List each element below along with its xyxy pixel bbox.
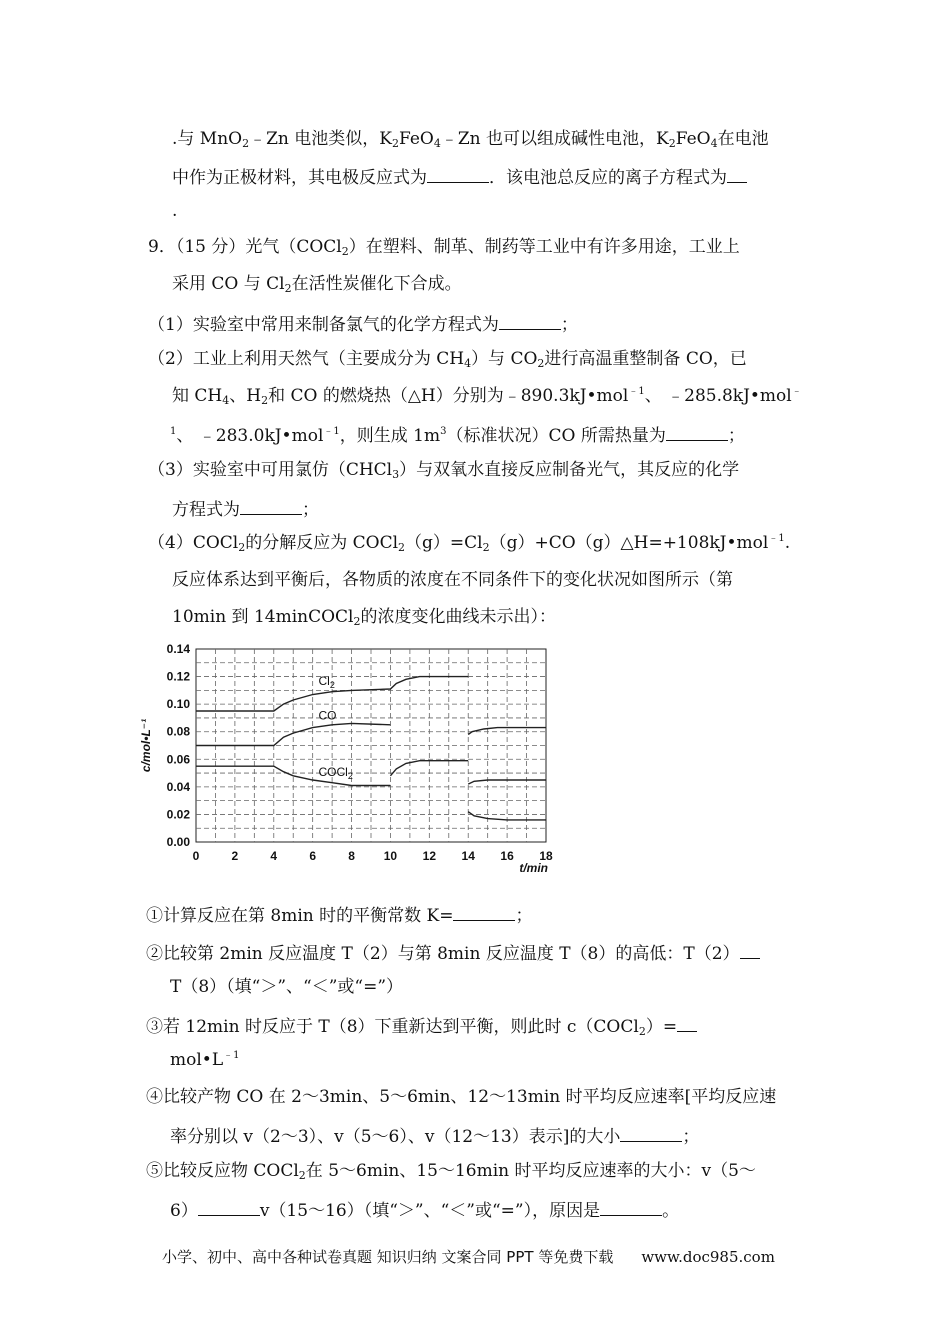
text-line: $mol•L^{﹣1}$	[170, 1050, 240, 1070]
y-tick-label: 0.08	[166, 724, 190, 739]
text-line: 方程式为 ；	[172, 496, 319, 521]
concentration-chart	[130, 632, 570, 882]
answer-blank[interactable]	[677, 1013, 697, 1032]
question-9-title: 9．（15 分）光气（COCl$_2$）在塑料、制革、制药等工业中有许多用途，工业上	[148, 237, 740, 258]
y-tick-label: 0.14	[166, 642, 190, 656]
answer-blank[interactable]	[620, 1123, 682, 1142]
y-tick-label: 0.06	[166, 752, 190, 767]
item-2: ②比较第 2min 反应温度 T（2）与第 8min 反应温度 T（8）的高低：T（2）	[146, 940, 760, 965]
item-4: ④比较产物 CO 在 2～3min、5～6min、12～13min 时平均反应速率[平均反应速	[146, 1087, 777, 1107]
sub-question-2: （2）工业上利用天然气（主要成分为 $CH_4$）与 $CO_2$进行高温重整制备 CO，已	[148, 349, 747, 370]
label-cl2: $Cl_2$	[318, 673, 335, 690]
x-axis-label: t/min	[519, 861, 548, 875]
y-tick-label: 0.04	[166, 779, 190, 794]
text-line: T（8）（填“＞”、“＜”或“=”）	[170, 977, 404, 997]
x-tick-label: 18	[539, 849, 553, 863]
x-tick-label: 0	[192, 849, 200, 863]
sub-question-3: （3）实验室中可用氯仿（CHCl$_3$）与双氧水直接反应制备光气，其反应的化学	[148, 460, 740, 481]
answer-blank[interactable]	[727, 164, 747, 183]
x-tick-label: 2	[231, 849, 239, 863]
text-line: 知 $CH_4$、$H_2$和 CO 的燃烧热（△H）分别为﹣890.3kJ•mol$^{﹣1}$、 ﹣285.8kJ•mol﹣	[172, 386, 802, 407]
x-tick-label: 10	[383, 849, 398, 863]
text-line: 反应体系达到平衡后，各物质的浓度在不同条件下的变化状况如图所示（第	[172, 570, 733, 590]
x-tick-label: 6	[309, 849, 317, 863]
answer-blank[interactable]	[453, 902, 515, 921]
text-line: 率分别以 v（2～3）、v（5～6）、v（12～13）表示]的大小 ；	[170, 1123, 699, 1148]
x-tick-label: 4	[270, 849, 278, 863]
x-tick-label: 8	[348, 849, 355, 863]
page-footer	[162, 1246, 775, 1267]
item-1: ①计算反应在第 8min 时的平衡常数 K= ；	[146, 902, 532, 927]
text-line: .	[172, 201, 178, 221]
answer-blank[interactable]	[740, 940, 760, 959]
sub-question-1: （1）实验室中常用来制备氯气的化学方程式为 ；	[148, 311, 578, 336]
y-tick-label: 0.02	[166, 807, 190, 822]
y-axis-label: c/mol•L⁻¹	[139, 718, 153, 773]
x-tick-label: 16	[500, 849, 514, 863]
text-line: 采用 CO 与 $Cl_2$在活性炭催化下合成。	[172, 274, 462, 295]
answer-blank[interactable]	[666, 422, 728, 441]
answer-blank[interactable]	[427, 164, 489, 183]
answer-blank[interactable]	[240, 496, 302, 515]
y-tick-label: 0.00	[166, 835, 190, 849]
x-tick-label: 12	[422, 849, 437, 863]
item-3: ③若 12min 时反应于 T（8）下重新达到平衡，则此时 c（COCl$_2$）=	[146, 1013, 697, 1038]
label-co: CO	[318, 708, 337, 723]
text-line: 10min 到 14minCOCl$_2$的浓度变化曲线未示出）：	[172, 607, 556, 628]
footer-url[interactable]: www.doc985.com	[641, 1248, 775, 1266]
sub-question-4: （4）COCl$_2$的分解反应为 $COCl_2(g)=Cl_2(g)+CO(g)\triangle H=+108kJ•mol^{﹣1}$.	[148, 533, 791, 554]
footer-text: 小学、初中、高中各种试卷真题 知识归纳 文案合同 PPT 等免费下载	[162, 1248, 614, 1266]
text-line: 6） v（15～16）（填“＞”、“＜”或“=”），原因是 。	[170, 1197, 679, 1222]
item-5: ⑤比较反应物 COCl$_2$在 5～6min、15～16min 时平均反应速率的大小：v（5～	[146, 1161, 756, 1182]
series-line-cocl2	[468, 780, 546, 784]
series-line-co	[196, 723, 390, 745]
text-line: 中作为正极材料，其电极反应式为 ．该电池总反应的离子方程式为	[172, 164, 747, 189]
x-tick-label: 14	[461, 849, 475, 863]
y-tick-label: 0.10	[166, 697, 190, 712]
label-cocl2: COCl$_2$	[318, 764, 353, 781]
text-line: .与 MnO$_2$﹣Zn 电池类似，$K_2FeO_4﹣Zn$ 也可以组成碱性电池，$K_2FeO_4$在电池	[172, 129, 769, 150]
text-line: $^1$、 ﹣283.0kJ•mol$^{﹣1}$，则生成 $1m^3$（标准状况）CO 所需热量为 ；	[170, 422, 745, 447]
answer-blank[interactable]	[600, 1197, 662, 1216]
y-tick-label: 0.12	[166, 669, 190, 684]
answer-blank[interactable]	[198, 1197, 260, 1216]
answer-blank[interactable]	[499, 311, 561, 330]
